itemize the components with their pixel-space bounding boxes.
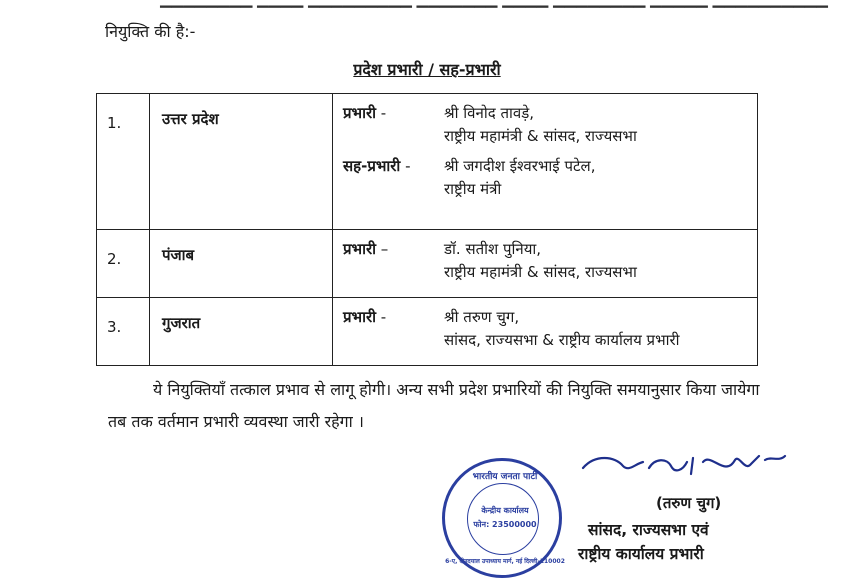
seal-top-text: भारतीय जनता पार्टी [472,472,538,482]
role-label: प्रभारी [343,307,376,326]
appointee-designation: राष्ट्रीय महामंत्री & सांसद, राज्यसभा [444,263,637,282]
state-name: उत्तर प्रदेश [150,94,333,230]
intro-line: नियुक्ति की है:- [105,22,196,41]
signatory-title-line2: राष्ट्रीय कार्यालय प्रभारी [578,545,704,563]
state-name: पंजाब [150,230,333,298]
seal-center-text: केन्द्रीय कार्यालय [481,506,529,515]
appointee-entry [343,238,757,285]
row-details [333,297,758,365]
seal-bottom-text: 6-ए, दीनदयाल उपाध्याय मार्ग, नई दिल्ली-110002 [445,558,565,565]
row-details [333,230,758,298]
row-number: 2. [97,230,150,298]
table-row [97,230,758,298]
office-seal [442,458,565,578]
role-dash: - [400,156,411,175]
table-row [97,297,758,365]
row-details [333,94,758,230]
row-number: 1. [97,94,150,230]
cropped-top-text-line [160,0,760,4]
seal-phone-text: फोन: 23500000 [473,520,537,529]
appointee-entry [343,306,757,353]
appointee-designation: सांसद, राज्यसभा & राष्ट्रीय कार्यालय प्रभारी [444,330,680,349]
role-dash: - [376,104,387,122]
table-row [97,94,758,230]
appointee-name: श्री तरुण चुग, [444,307,520,326]
signatory-title-line1: सांसद, राज्यसभा एवं [588,521,709,539]
row-number: 3. [97,297,150,365]
appointments-table [96,93,758,366]
section-heading: प्रदेश प्रभारी / सह-प्रभारी [353,60,501,79]
closing-paragraph: ये नियुक्तियाँ तत्काल प्रभाव से लागू होगी। अन्य सभी प्रदेश प्रभारियों की नियुक्ति समयानुसार किया जायेगा तब तक वर्तमान प्रभारी व्यवस्था जारी रहेगा । [108,380,760,431]
appointee-name: डॉ. सतीश पुनिया, [444,240,542,258]
appointee-name: श्री विनोद तावड़े, [444,104,535,122]
appointee-entry [343,102,757,149]
state-name: गुजरात [150,297,333,365]
signatory-name: (तरुण चुग) [656,494,722,512]
appointee-name: श्री जगदीश ईश्वरभाई पटेल, [444,156,596,175]
role-label: सह-प्रभारी [343,156,401,175]
role-label: प्रभारी [343,104,376,122]
handwritten-signature [575,448,795,486]
appointee-designation: राष्ट्रीय मंत्री [444,179,502,198]
role-dash: - [376,307,387,326]
appointee-entry [343,155,757,202]
role-label: प्रभारी [343,240,376,258]
appointee-designation: राष्ट्रीय महामंत्री & सांसद, राज्यसभा [444,127,637,146]
role-dash: – [376,240,389,258]
